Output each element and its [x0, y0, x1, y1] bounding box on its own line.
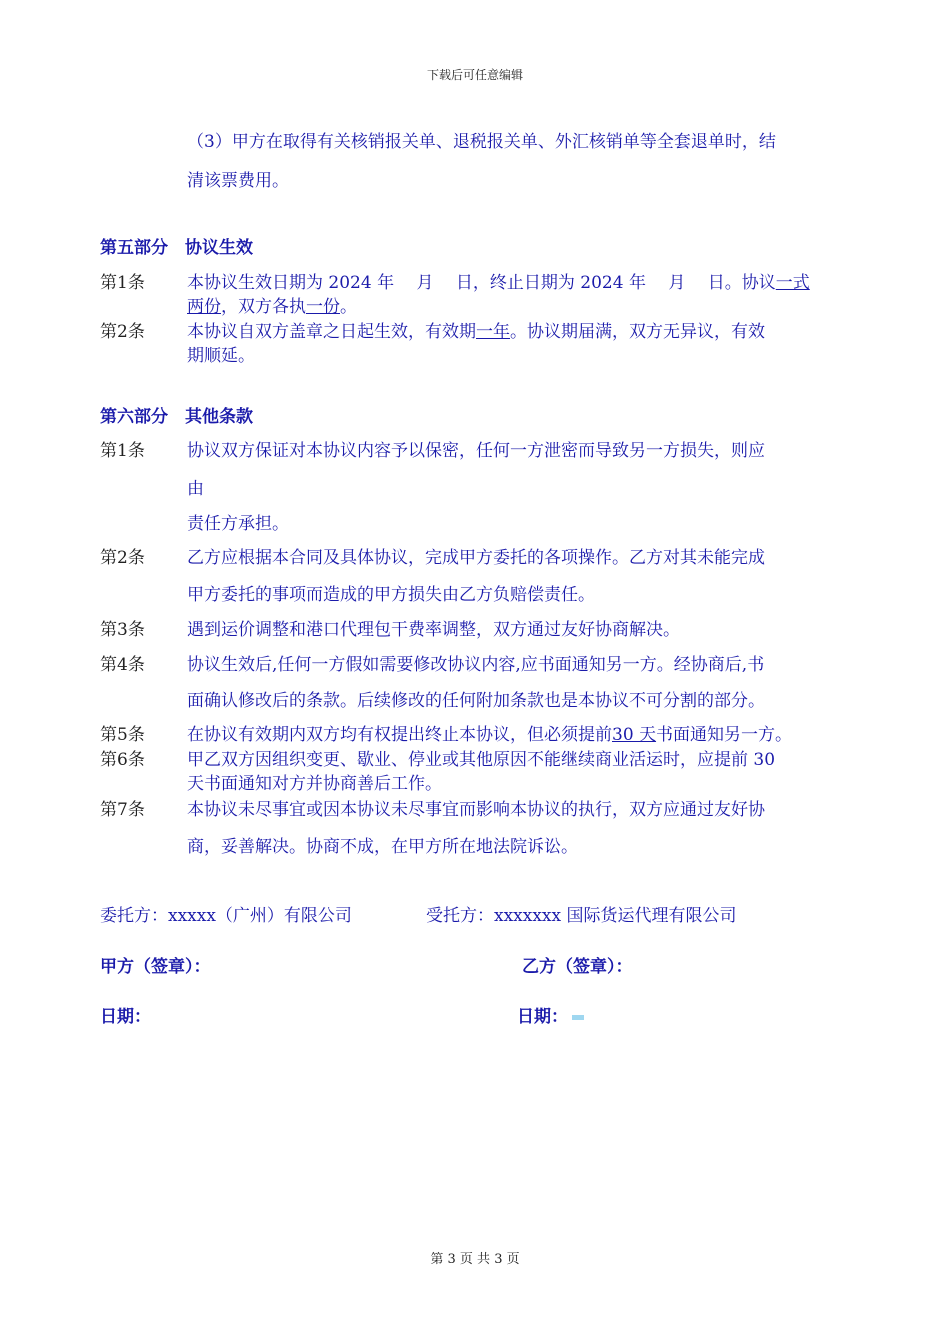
clause-text: 。协议期届满，双方无异议，有效: [510, 322, 765, 342]
date-b-label: 日期：: [517, 1007, 568, 1027]
section6-clause4-num: 第4条: [100, 655, 145, 675]
clause-text: ，双方各执: [221, 297, 306, 317]
section6-clause5-line1: [187, 720, 867, 745]
section6-clause1-num: 第1条: [100, 441, 145, 461]
date-b-field: [517, 1002, 584, 1027]
section6-clause3-num: 第3条: [100, 620, 145, 640]
underlined-text: 一份: [306, 297, 340, 317]
section6-clause4-line1: 协议生效后,任何一方假如需要修改协议内容,应书面通知另一方。经协商后,书: [187, 655, 765, 675]
header-note: 下载后可任意编辑: [426, 68, 523, 82]
section6-clause2-num: 第2条: [100, 548, 145, 568]
section6-clause3-line1: 遇到运价调整和港口代理包干费率调整，双方通过友好协商解决。: [187, 620, 680, 640]
intro-line-2: 清该票费用。: [187, 171, 289, 191]
section6-clause1-line3: 责任方承担。: [187, 514, 289, 534]
clause-text: 本协议自双方盖章之日起生效，有效期: [187, 322, 476, 342]
section6-clause7-line1: 本协议未尽事宜或因本协议未尽事宜而影响本协议的执行，双方应通过友好协: [187, 800, 765, 820]
section6-clause4-line2: 面确认修改后的条款。后续修改的任何附加条款也是本协议不可分割的部分。: [187, 691, 765, 711]
section5-clause1-line2: [187, 292, 852, 317]
party-a-signature-label: 甲方（签章）：: [100, 957, 211, 977]
intro-line-1: （3）甲方在取得有关核销报关单、退税报关单、外汇核销单等全套退单时，结: [187, 132, 776, 152]
underlined-text: 一年: [476, 322, 510, 342]
party-b-signature-label: 乙方（签章）：: [522, 957, 633, 977]
underlined-text: 30 天: [612, 725, 657, 745]
section5-clause1-line1: [187, 268, 852, 293]
section5-clause2-line2: 期顺延。: [187, 346, 255, 366]
section6-clause2-line1: 乙方应根据本合同及具体协议，完成甲方委托的各项操作。乙方对其未能完成: [187, 548, 765, 568]
section6-clause2-line2: 甲方委托的事项而造成的甲方损失由乙方负赔偿责任。: [187, 585, 595, 605]
section5-clause1-num: 第1条: [100, 273, 145, 293]
section6-clause6-num: 第6条: [100, 750, 145, 770]
date-a-label: 日期：: [100, 1007, 151, 1027]
section5-clause2-line1: [187, 317, 852, 342]
highlight-mark: [572, 1015, 584, 1020]
section6-clause7-num: 第7条: [100, 800, 145, 820]
section6-clause1-line1: 协议双方保证对本协议内容予以保密，任何一方泄密而导致另一方损失，则应: [187, 441, 765, 461]
agent-party: 受托方：xxxxxxx 国际货运代理有限公司: [426, 906, 737, 926]
underlined-text: 两份: [187, 297, 221, 317]
section6-clause7-line2: 商，妥善解决。协商不成，在甲方所在地法院诉讼。: [187, 837, 578, 857]
client-party: 委托方：xxxxx（广州）有限公司: [100, 906, 352, 926]
underlined-text: 一式: [775, 273, 810, 293]
clause-text: 在协议有效期内双方均有权提出终止本协议，但必须提前: [187, 725, 612, 745]
page-footer: 第 3 页 共 3 页: [430, 1252, 520, 1267]
section6-clause6-line2: 天书面通知对方并协商善后工作。: [187, 774, 442, 794]
section6-clause5-num: 第5条: [100, 725, 145, 745]
section5-clause2-num: 第2条: [100, 322, 145, 342]
section6-title: 第六部分 其他条款: [100, 407, 253, 427]
section6-clause6-line1: 甲乙双方因组织变更、歇业、停业或其他原因不能继续商业活运时，应提前 30: [187, 750, 776, 770]
section5-title: 第五部分 协议生效: [100, 238, 253, 258]
clause-text: 书面通知另一方。: [656, 725, 793, 745]
clause-text: 。: [340, 297, 357, 317]
section6-clause1-line2: 由: [187, 479, 204, 499]
clause-text: 本协议生效日期为 2024 年 月 日，终止日期为 2024 年 月 日。协议: [187, 273, 776, 293]
